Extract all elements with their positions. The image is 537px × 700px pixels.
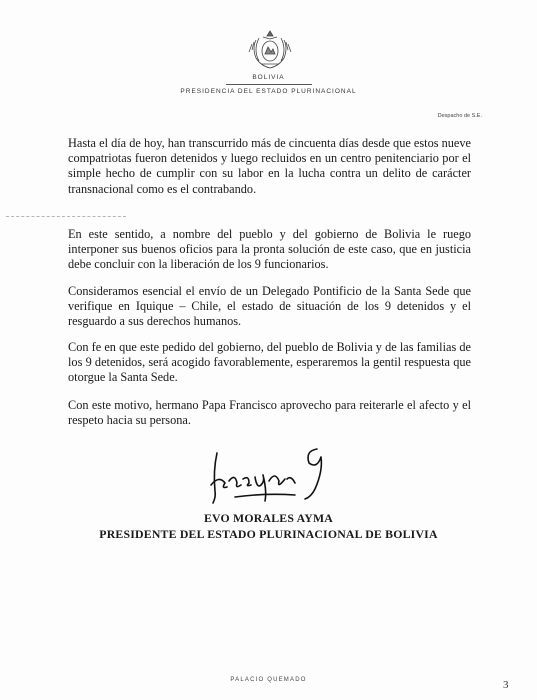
- header-divider: [226, 84, 312, 85]
- handwritten-signature: [205, 441, 335, 511]
- paragraph-5: Con este motivo, hermano Papa Francisco aprovecho para reiterarle el afecto y el respeto hacia su persona.: [68, 398, 471, 428]
- page-number: 3: [503, 679, 509, 691]
- office-label: Despacho de S.E.: [437, 113, 482, 119]
- paragraph-3: Consideramos esencial el envío de un Delegado Pontificio de la Santa Sede que verifique en Iquique – Chile, el estado de situación de los 9 detenidos y el resguardo a sus derechos humanos.: [68, 284, 471, 329]
- signer-title: PRESIDENTE DEL ESTADO PLURINACIONAL DE BOLIVIA: [99, 527, 438, 541]
- paragraph-4: Con fe en que este pedido del gobierno, del pueblo de Bolivia y de las familias de los 9 detenidos, será acogido favorablemente, esperaremos la gentil respuesta que otorgue la Santa Sede.: [68, 340, 471, 385]
- signer-name: EVO MORALES AYMA: [203, 511, 334, 525]
- header-country: BOLIVIA: [252, 74, 285, 81]
- footer-place: PALACIO QUEMADO: [230, 677, 307, 683]
- coat-of-arms-icon: [247, 28, 293, 72]
- header-presidency: PRESIDENCIA DEL ESTADO PLURINACIONAL: [180, 88, 357, 95]
- scan-artifact-dots: [6, 216, 126, 217]
- paragraph-1: Hasta el día de hoy, han transcurrido más de cincuenta días desde que estos nueve compatriotas fueron detenidos y luego recluidos en un centro penitenciario por el simple hecho de cumplir con su labor en la lucha contra un delito de carácter transnacional como es el contrabando.: [68, 136, 471, 196]
- paragraph-2: En este sentido, a nombre del pueblo y del gobierno de Bolivia le ruego interponer sus buenos oficios para la pronta solución de este caso, que en justicia debe concluir con la liberación de los 9 funcionarios.: [68, 227, 471, 272]
